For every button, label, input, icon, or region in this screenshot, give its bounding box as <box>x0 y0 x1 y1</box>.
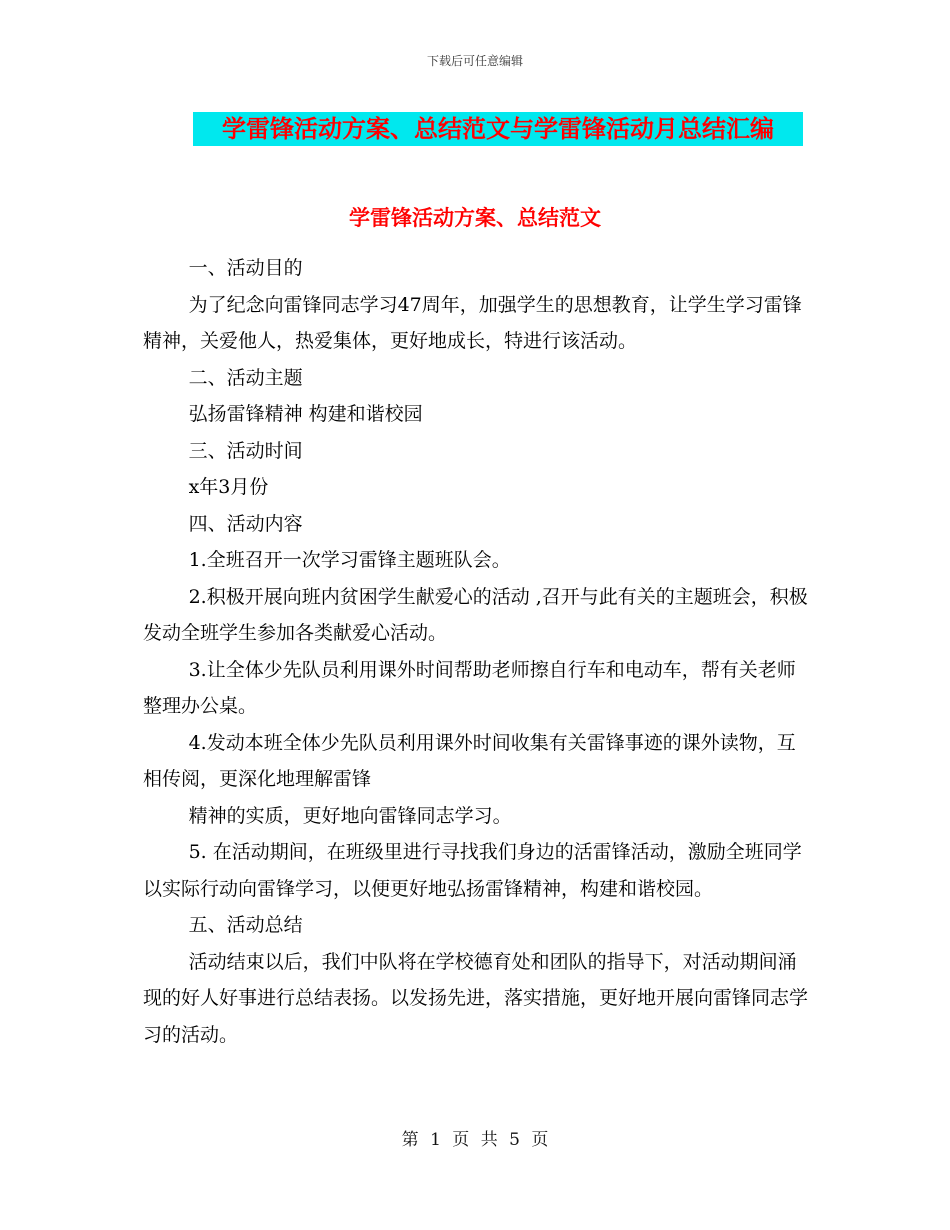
list-item: 1.全班召开一次学习雷锋主题班队会。 <box>188 549 511 571</box>
section-heading: 三、活动时间 <box>188 439 303 462</box>
list-item: 2.积极开展向班内贫困学生献爱心的活动 ,召开与此有关的主题班会，积极发动全班学生参加各类献爱心活动。 <box>143 585 808 644</box>
paragraph: 为了纪念向雷锋同志学习47周年，加强学生的思想教育，让学生学习雷锋精神，关爱他人，热爱集体，更好地成长，特进行该活动。 <box>143 293 802 352</box>
list-item: 5. 在活动期间，在班级里进行寻找我们身边的活雷锋活动，激励全班同学以实际行动向雷锋学习，以便更好地弘扬雷锋精神，构建和谐校园。 <box>143 841 802 900</box>
main-title: 学雷锋活动方案、总结范文与学雷锋活动月总结汇编 <box>193 112 803 146</box>
section-heading: 二、活动主题 <box>188 366 303 389</box>
list-item-continuation: 精神的实质，更好地向雷锋同志学习。 <box>188 804 512 827</box>
list-item: 4.发动本班全体少先队员利用课外时间收集有关雷锋事迹的课外读物，互相传阅，更深化地理解雷锋 <box>143 731 796 790</box>
list-item: 3.让全体少先队员利用课外时间帮助老师擦自行车和电动车，帮有关老师整理办公桌。 <box>143 658 796 717</box>
document-body <box>143 250 808 1053</box>
section-heading: 五、活动总结 <box>188 914 303 936</box>
paragraph: x年3月份 <box>188 476 269 498</box>
sub-title: 学雷锋活动方案、总结范文 <box>349 206 601 230</box>
section-heading: 四、活动内容 <box>188 512 303 535</box>
paragraph: 弘扬雷锋精神 构建和谐校园 <box>188 403 423 425</box>
page-indicator: 第 1 页 共 5 页 <box>401 1130 549 1150</box>
section-heading: 一、活动目的 <box>188 257 303 279</box>
page-header-note: 下载后可任意编辑 <box>426 54 523 68</box>
paragraph: 活动结束以后，我们中队将在学校德育处和团队的指导下，对活动期间涌现的好人好事进行总结表扬。以发扬先进，落实措施，更好地开展向雷锋同志学习的活动。 <box>143 950 809 1046</box>
